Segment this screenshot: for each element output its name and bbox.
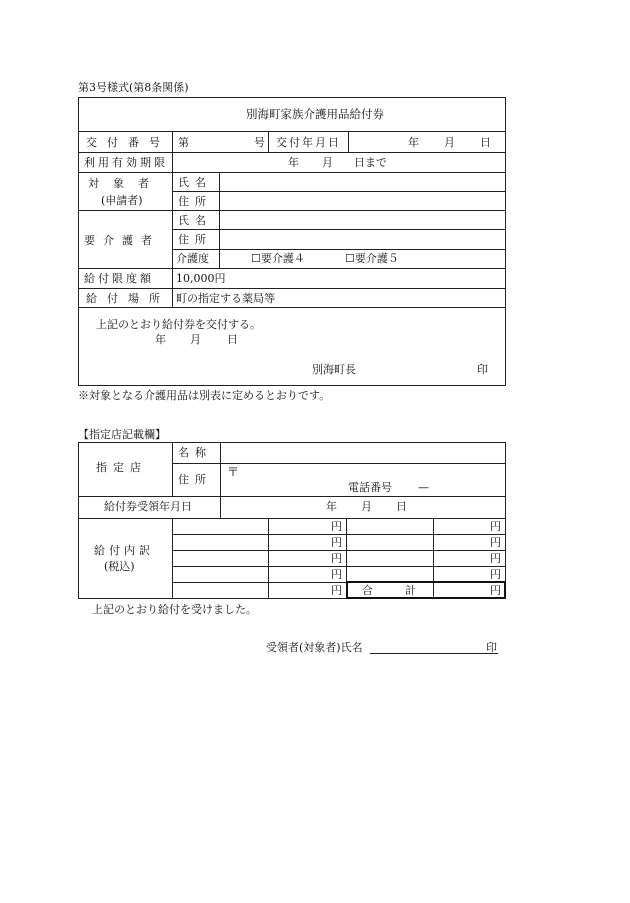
validity-suffix: 日まで: [354, 156, 387, 169]
statement-day: 日: [227, 333, 238, 346]
store-address-label: 住所: [178, 473, 212, 486]
care-person-label: 要介護者: [84, 234, 160, 247]
care-level-4-checkbox[interactable]: ☐要介護４: [251, 252, 305, 265]
limit-value: 10,000円: [176, 272, 226, 285]
store-section-title: 【指定店記載欄】: [78, 428, 166, 441]
receipt-date-label: 給付券受領年月日: [104, 500, 192, 513]
statement-year: 年: [155, 333, 166, 346]
subject-name-label: 氏名: [178, 176, 212, 189]
note-text: ※対象となる介護用品は別表に定めるとおりです。: [78, 389, 331, 402]
validity-label: 利用有効期限: [84, 156, 168, 169]
statement-month: 月: [190, 333, 201, 346]
issue-number-suffix: 号: [254, 136, 265, 149]
issue-number-prefix: 第: [178, 136, 189, 149]
receipt-date-year: 年: [326, 500, 337, 513]
receiver-seal: 印: [486, 641, 497, 654]
store-name-label: 名称: [178, 446, 212, 459]
validity-year: 年: [288, 156, 299, 169]
phone-dash: —: [418, 481, 429, 494]
yen-mid-5: 円: [331, 584, 342, 597]
yen-mid-2: 円: [331, 536, 342, 549]
receiver-signature-line: [370, 653, 498, 654]
receiver-label: 受領者(対象者)氏名: [266, 641, 363, 654]
place-label: 給付場所: [86, 292, 170, 305]
total-label: 合計: [362, 584, 448, 597]
postal-mark: 〒: [227, 465, 240, 479]
receipt-statement: 上記のとおり給付を受けました。: [92, 603, 257, 616]
breakdown-sublabel: (税込): [104, 560, 135, 573]
care-level-label: 介護度: [176, 252, 209, 265]
yen-mid-3: 円: [331, 552, 342, 565]
store-label: 指定店: [96, 461, 147, 474]
subject-label: 対象者: [88, 177, 163, 190]
mayor-seal: 印: [477, 363, 488, 376]
yen-mid-4: 円: [331, 568, 342, 581]
receipt-date-month: 月: [361, 500, 372, 513]
care-address-label: 住所: [178, 233, 212, 246]
yen-right-2: 円: [490, 536, 501, 549]
subject-sublabel: (申請者): [101, 194, 143, 207]
issue-date-day: 日: [480, 136, 491, 149]
issue-date-label: 交付年月日: [276, 136, 341, 149]
phone-label: 電話番号: [348, 481, 392, 494]
yen-mid-1: 円: [331, 520, 342, 533]
validity-month: 月: [322, 156, 333, 169]
mayor-label: 別海町長: [312, 363, 356, 376]
yen-total: 円: [490, 584, 501, 597]
issue-number-label: 交付番号: [86, 136, 170, 149]
issue-date-year: 年: [408, 136, 419, 149]
form-number: 第3号様式(第8条関係): [78, 81, 189, 94]
subject-address-label: 住所: [178, 195, 212, 208]
issue-date-month: 月: [444, 136, 455, 149]
yen-right-4: 円: [490, 568, 501, 581]
care-name-label: 氏名: [178, 214, 212, 227]
limit-label: 給付限度額: [84, 272, 154, 285]
yen-right-3: 円: [490, 552, 501, 565]
place-value: 町の指定する薬局等: [176, 292, 275, 305]
voucher-title: 別海町家族介護用品給付券: [246, 107, 384, 121]
receipt-date-day: 日: [396, 500, 407, 513]
yen-right-1: 円: [490, 520, 501, 533]
issue-statement: 上記のとおり給付券を交付する。: [96, 318, 261, 331]
breakdown-label: 給付内訳: [94, 544, 154, 557]
care-level-5-checkbox[interactable]: ☐要介護５: [345, 252, 399, 265]
